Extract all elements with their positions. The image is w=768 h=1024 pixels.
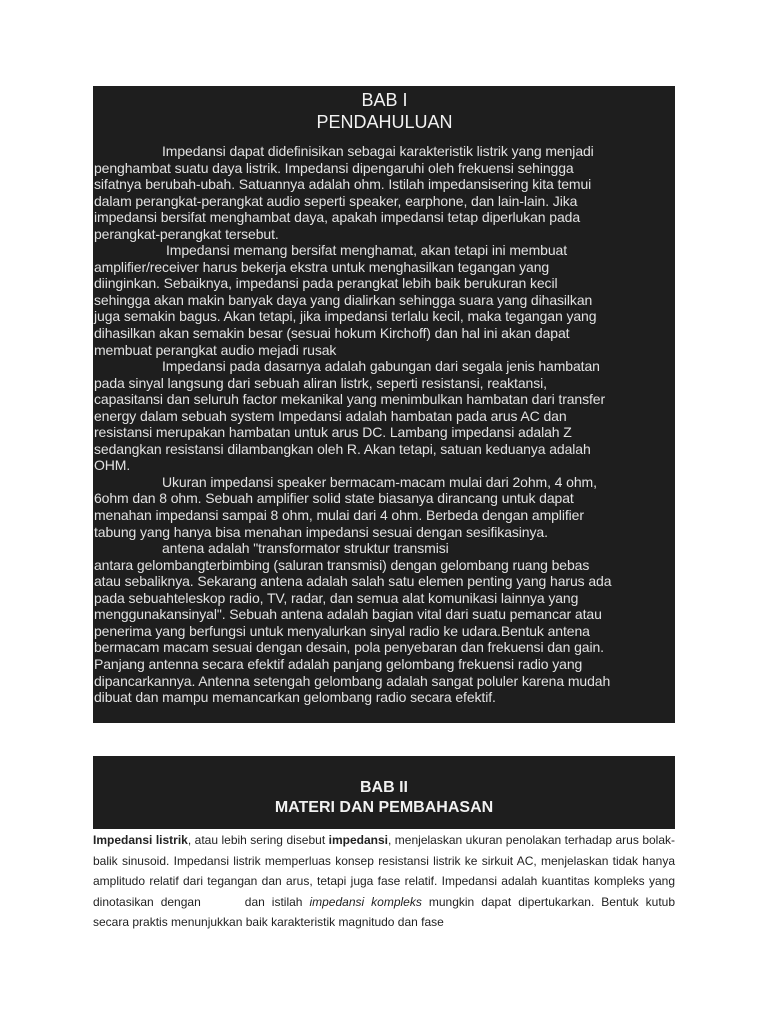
bab1-subtitle: PENDAHULUAN	[316, 112, 453, 132]
text-line: bermacam macam sesuai dengan desain, pola penyebaran dan frekuensi dan gain.	[94, 639, 604, 656]
text-line: sehingga akan makin banyak daya yang dialirkan sehingga suara yang dihasilkan	[94, 291, 593, 308]
text-line: amplifier/receiver harus bekerja ekstra untuk menghasilkan tegangan yang	[94, 258, 550, 275]
text-line: diinginkan. Sebaiknya, impedansi pada perangkat lebih baik berukuran kecil	[94, 275, 558, 292]
text-line: atau sebaliknya. Sekarang antena adalah salah satu elemen penting yang harus ada	[94, 573, 612, 590]
bold-term: Impedansi listrik	[93, 833, 188, 847]
bab2-paragraph	[93, 830, 675, 933]
text-line: Impedansi dapat didefinisikan sebagai karakteristik listrik yang menjadi	[162, 143, 594, 159]
text-line: menahan impedansi sampai 8 ohm, mulai dari 4 ohm. Berbeda dengan amplifier	[94, 507, 584, 524]
bab2-header	[93, 756, 675, 829]
bab1-body	[94, 143, 675, 706]
text-line: energy dalam sebuah system Impedansi adalah hambatan pada arus AC dan	[94, 407, 567, 424]
text-line: resistansi merupakan hambatan untuk arus DC. Lambang impedansi adalah Z	[94, 424, 572, 441]
bab1-title: BAB I	[361, 90, 408, 110]
text-run: , atau lebih sering disebut	[187, 833, 329, 847]
text-line: Impedansi pada dasarnya adalah gabungan dari segala jenis hambatan	[162, 358, 600, 375]
italic-term: impedansi kompleks	[309, 894, 422, 909]
text-line: juga semakin bagus. Akan tetapi, jika impedansi terlalu kecil, maka tegangan yang	[94, 308, 597, 325]
text-run: mungkin dapat dipertukarkan. Bentuk kutub secara praktis menunjukkan baik karakteristik magnitudo dan fase	[93, 894, 675, 929]
text-line: dipancarkannya. Antenna setengah gelombang adalah sangat poluler karena mudah	[94, 672, 611, 689]
text-line: OHM.	[94, 457, 131, 474]
bold-term: impedansi	[328, 833, 388, 847]
bab2-title: BAB II	[360, 779, 408, 796]
text-line: pada sinyal langsung dari sebuah aliran listrk, seperti resistansi, reaktansi,	[94, 374, 547, 391]
text-line: tabung yang hanya bisa menahan impedansi sesuai dengan sesifikasinya.	[94, 523, 548, 540]
text-line: sedangkan resistansi dilambangkan oleh R. Akan tetapi, satuan keduanya adalah	[94, 440, 591, 457]
text-run: dan istilah	[244, 894, 310, 909]
text-line: Impedansi memang bersifat menghamat, akan tetapi ini membuat	[166, 242, 567, 259]
text-line: pada sebuahteleskop radio, TV, radar, dan semua alat komunikasi lainnya yang	[94, 589, 579, 606]
text-run: , menjelaskan ukuran penolakan terhadap arus bolak-balik sinusoid. Impedansi listrik memperluas konsep resistansi listrik ke sirkuit AC, menjelaskan tidak hanya amplitudo relatif dari tegangan dan arus, tetapi juga fase relatif. Impedansi adalah kuantitas kompleks yang dinotasikan dengan	[93, 833, 676, 909]
text-line: impedansi bersifat menghambat daya, apakah impedansi tetap diperlukan pada	[94, 209, 581, 226]
text-line: Panjang antenna secara efektif adalah panjang gelombang frekuensi radio yang	[94, 655, 583, 672]
text-line: Ukuran impedansi speaker bermacam-macam mulai dari 2ohm, 4 ohm,	[162, 473, 597, 490]
text-line: antara gelombangterbimbing (saluran transmisi) dengan gelombang ruang bebas	[94, 556, 590, 573]
text-line: dihasilkan akan semakin besar (sesuai hokum Kirchoff) dan hal ini akan dapat	[94, 325, 570, 342]
text-line: dalam perangkat-perangkat audio seperti speaker, earphone, dan lain-lain. Jika	[94, 192, 578, 209]
text-line: penerima yang berfungsi untuk menyalurkan sinyal radio ke udara.Bentuk antena	[94, 622, 590, 639]
text-line: sifatnya berubah-ubah. Satuannya adalah ohm. Istilah impedansisering kita temui	[94, 176, 592, 193]
bab1-block	[93, 86, 675, 723]
text-line: menggunakansinyal". Sebuah antena adalah bagian vital dari suatu pemancar atau	[94, 606, 602, 623]
text-line: perangkat-perangkat tersebut.	[94, 225, 279, 242]
bab2-subtitle: MATERI DAN PEMBAHASAN	[274, 799, 494, 816]
text-line: dibuat dan mampu memancarkan gelombang radio secara efektif.	[94, 689, 496, 706]
text-line: capasitansi dan seluruh factor mekanikal yang menimbulkan hambatan dari transfer	[94, 391, 606, 408]
text-line: antena adalah "transformator struktur transmisi	[162, 540, 449, 557]
text-line: 6ohm dan 8 ohm. Sebuah amplifier solid state biasanya dirancang untuk dapat	[94, 490, 574, 507]
bab2-body	[93, 830, 675, 933]
text-line: membuat perangkat audio mejadi rusak	[94, 341, 337, 358]
text-line: penghambat suatu daya listrik. Impedansi dipengaruhi oleh frekuensi sehingga	[94, 159, 574, 176]
